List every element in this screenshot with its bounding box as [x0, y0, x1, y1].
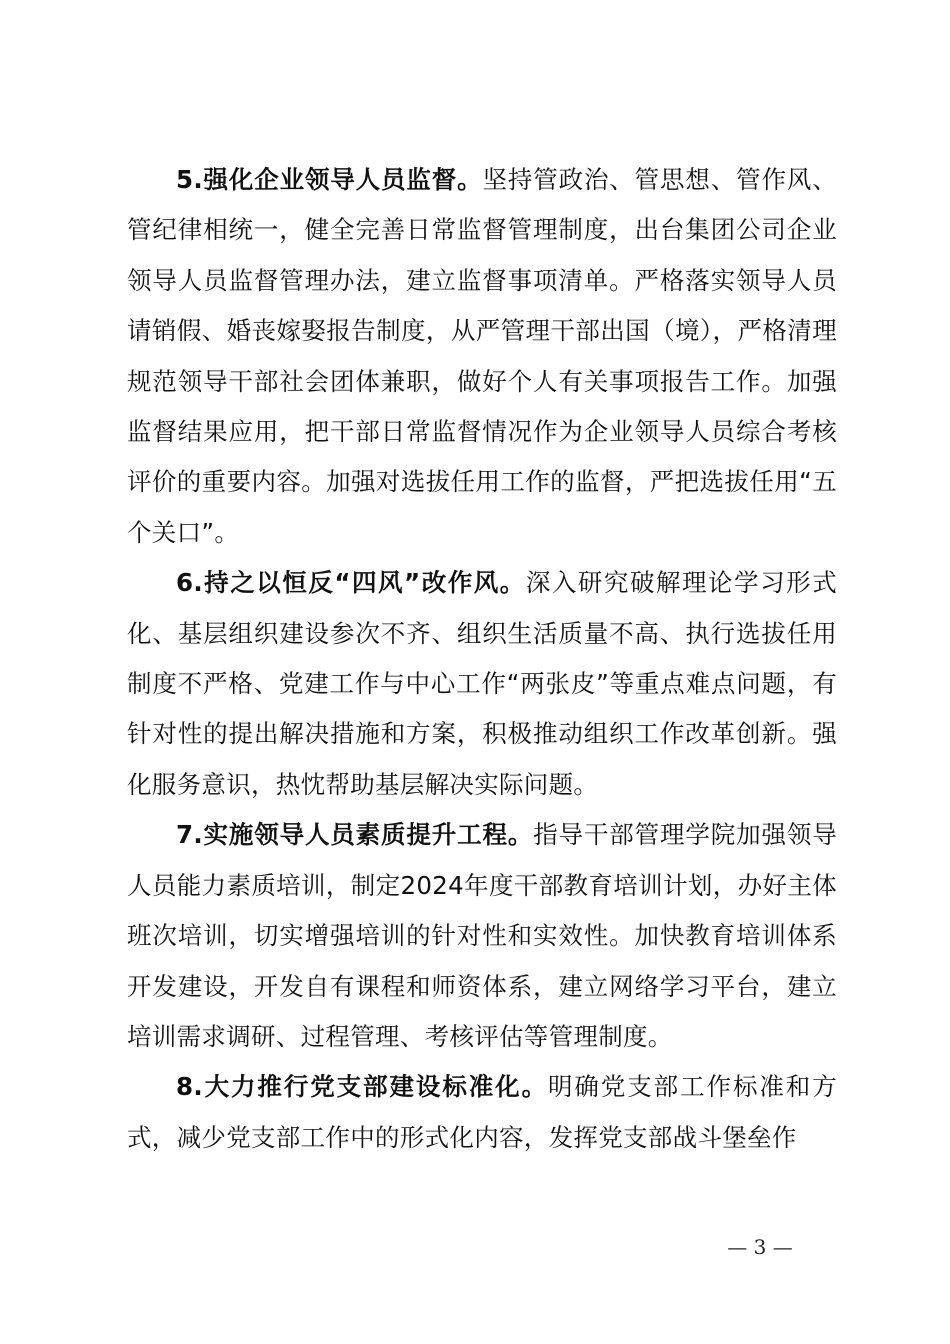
paragraph-5-text: 坚持管政治、管思想、管作风、管纪律相统一，健全完善日常监督管理制度，出台集团公司企业领导人员监督管理办法，建立监督事项清单。严格落实领导人员请销假、婚丧嫁娶报告制度，从严管理干部出国（境），严格清理规范领导干部社会团体兼职，做好个人有关事项报告工作。加强监督结果应用，把干部日常监督情况作为企业领导人员综合考核评价的重要内容。加强对选拔任用工作的监督，严把选拔任用“五个关口”。 — [127, 165, 837, 547]
page-number: — 3 — — [727, 1235, 793, 1259]
paragraph-8-heading: 8.大力推行党支部建设标准化。 — [176, 1072, 549, 1102]
paragraph-8-text: 明确党支部工作标准和方式，减少党支部工作中的形式化内容，发挥党支部战斗堡垒作 — [127, 1072, 837, 1152]
paragraph-5 — [127, 155, 837, 558]
paragraph-8 — [127, 1062, 837, 1163]
paragraph-7-heading: 7.实施领导人员素质提升工程。 — [176, 820, 534, 850]
paragraph-7-text: 指导干部管理学院加强领导人员能力素质培训，制定2024年度干部教育培训计划，办好主体班次培训，切实增强培训的针对性和实效性。加快教育培训体系开发建设，开发自有课程和师资体系，建立网络学习平台，建立培训需求调研、过程管理、考核评估等管理制度。 — [127, 820, 837, 1051]
paragraph-6-text: 深入研究破解理论学习形式化、基层组织建设参次不齐、组织生活质量不高、执行选拔任用制度不严格、党建工作与中心工作“两张皮”等重点难点问题，有针对性的提出解决措施和方案，积极推动组织工作改革创新。强化服务意识，热忱帮助基层解决实际问题。 — [127, 568, 837, 799]
paragraph-6-heading: 6.持之以恒反“四风”改作风。 — [176, 568, 526, 598]
document-body — [127, 155, 837, 1163]
paragraph-5-heading: 5.强化企业领导人员监督。 — [176, 165, 483, 194]
paragraph-6 — [127, 558, 837, 810]
paragraph-7 — [127, 810, 837, 1062]
